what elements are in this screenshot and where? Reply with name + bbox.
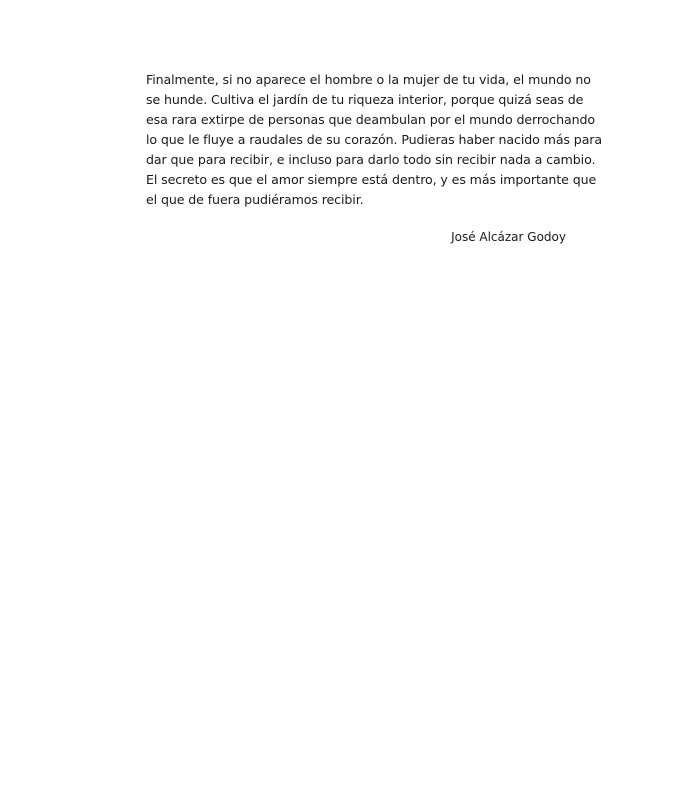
quote-line: El secreto es que el amor siempre está dentro, y es más importante que [146, 172, 597, 187]
quote-line: dar que para recibir, e incluso para darlo todo sin recibir nada a cambio. [146, 152, 596, 167]
quote-line: se hunde. Cultiva el jardín de tu riqueza interior, porque quizá seas de [146, 92, 584, 107]
quote-line: Finalmente, si no aparece el hombre o la mujer de tu vida, el mundo no [146, 72, 591, 87]
author-signature: José Alcázar Godoy [451, 230, 566, 244]
quote-line: esa rara extirpe de personas que deambulan por el mundo derrochando [146, 112, 595, 127]
quote-paragraph [146, 70, 603, 210]
quote-line: el que de fuera pudiéramos recibir. [146, 192, 364, 207]
quote-line: lo que le fluye a raudales de su corazón. Pudieras haber nacido más para [146, 132, 603, 147]
